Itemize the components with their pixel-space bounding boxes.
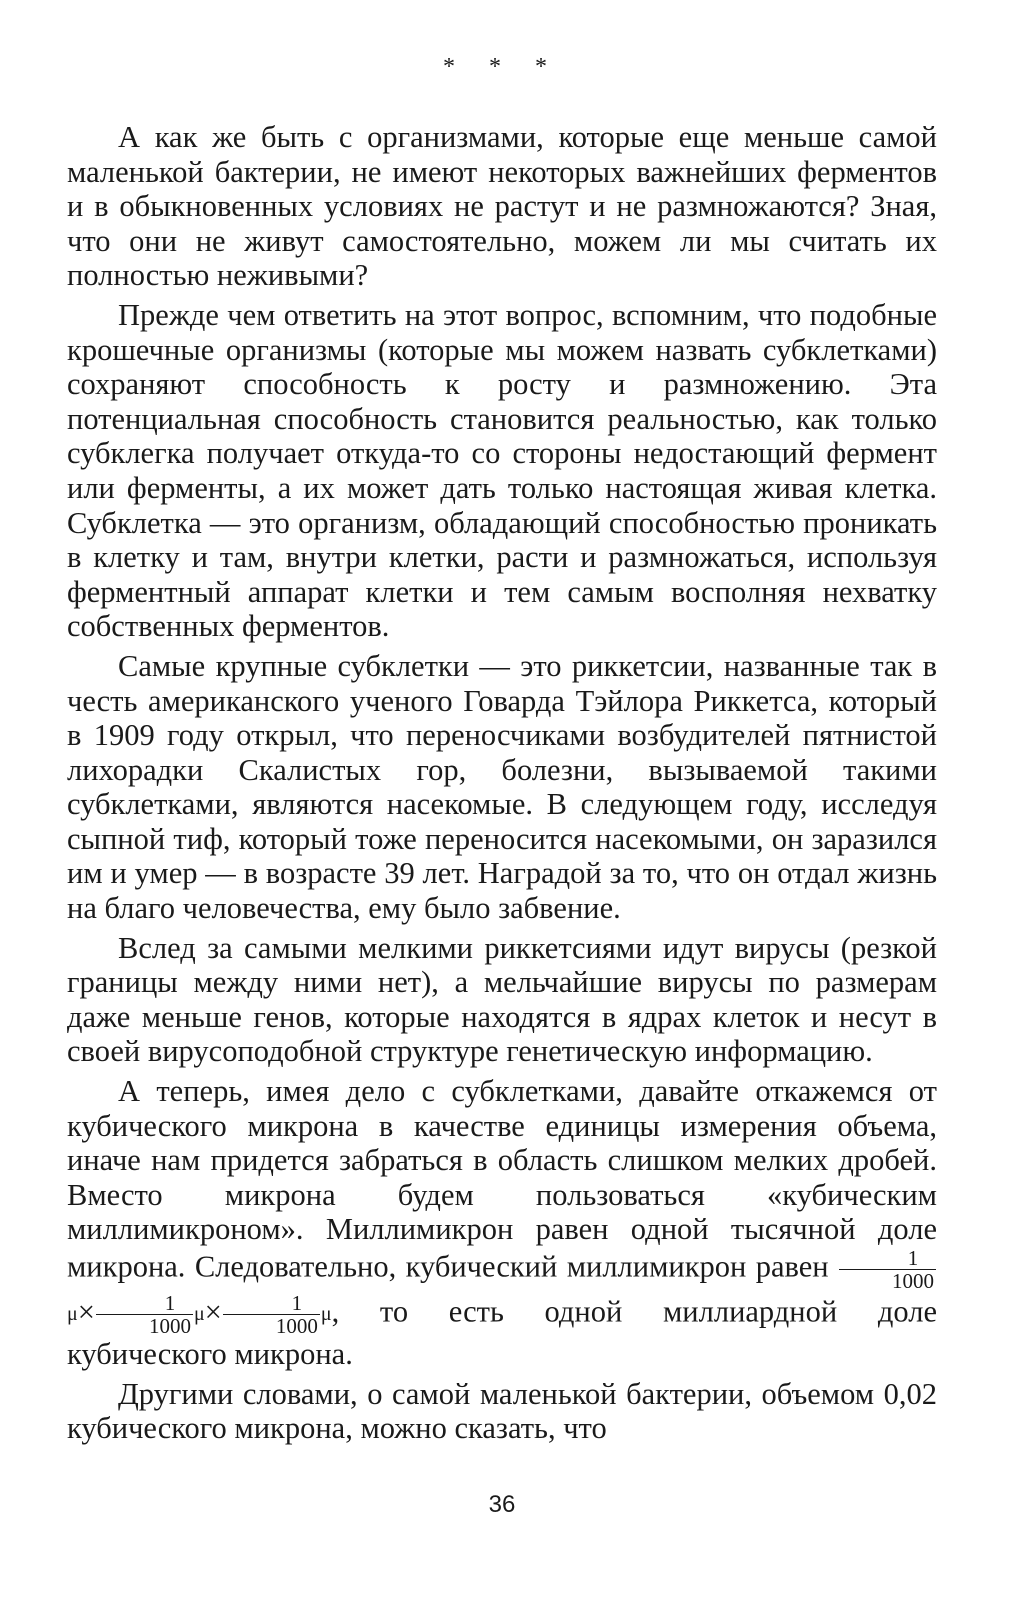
paragraph: Другими словами, о самой маленькой бактерии, объемом 0,02 кубического микрона, можно сказать, что <box>67 1376 937 1446</box>
paragraph-text: А теперь, имея дело с субклетками, давайте откажемся от кубического микрона в качестве единицы измерения объема, иначе нам придется забраться в область слишком мелких дробей. Вместо микрона будем пользоваться «кубическим миллимикроном». Миллимикрон равен одной тысячной доле микрона. Следовательно, кубический миллимикрон равен <box>67 1074 937 1284</box>
fraction-denominator: 1000 <box>892 1269 935 1293</box>
micron-unit: μ <box>67 1302 78 1325</box>
paragraph-with-formula <box>67 1074 937 1372</box>
page-number: 36 <box>488 1491 516 1518</box>
fraction-numerator: 1 <box>839 1247 936 1270</box>
micron-unit: μ <box>320 1302 332 1325</box>
micron-unit: μ <box>193 1302 205 1325</box>
fraction-denominator: 1000 <box>148 1314 191 1338</box>
section-separator: * * * <box>443 54 561 80</box>
formula-trailing-text: , то есть одной миллиардной доле кубического микрона. <box>67 1294 937 1371</box>
fraction-numerator: 1 <box>223 1292 320 1315</box>
multiply-operator: × <box>204 1294 222 1329</box>
fraction <box>223 1292 320 1337</box>
paragraph: А как же быть с организмами, которые еще меньше самой маленькой бактерии, не имеют некоторых важнейших ферментов и в обыкновенных условиях не растут и не размножаются? Зная, что они не живут самостоятельно, можем ли мы считать их полностью неживыми? <box>67 120 937 293</box>
paragraph: Самые крупные субклетки — это риккетсии, названные так в честь американского ученого Говарда Тэйлора Риккетса, который в 1909 году открыл, что переносчиками возбудителей пятнистой лихорадки Скалистых гор, болезни, вызываемой такими субклетками, являются насекомые. В следующем году, исследуя сыпной тиф, который тоже переносится насекомыми, он заразился им и умер — в возрасте 39 лет. Наградой за то, что он отдал жизнь на благо человечества, ему было забвение. <box>67 648 937 926</box>
body-text <box>67 120 937 1451</box>
multiply-operator: × <box>77 1294 95 1329</box>
fraction-denominator: 1000 <box>275 1314 318 1338</box>
paragraph: Прежде чем ответить на этот вопрос, вспомним, что подобные крошечные организмы (которые мы можем назвать субклетками) сохраняют способность к росту и размножению. Эта потенциальная способность становится реальностью, как только субклегка получает откуда-то со стороны недостающий фермент или ферменты, а их может дать только настоящая живая клетка. Субклетка — это организм, обладающий способностью проникать в клетку и там, внутри клетки, расти и размножаться, используя ферментный аппарат клетки и тем самым восполняя нехватку собственных ферментов. <box>67 297 937 644</box>
fraction <box>96 1292 193 1337</box>
paragraph: Вслед за самыми мелкими риккетсиями идут вирусы (резкой границы между ними нет), а мельчайшие вирусы по размерам даже меньше генов, которые находятся в ядрах клеток и несут в своей вирусоподобной структуре генетическую информацию. <box>67 930 937 1069</box>
fraction-numerator: 1 <box>96 1292 193 1315</box>
fraction <box>839 1247 936 1292</box>
